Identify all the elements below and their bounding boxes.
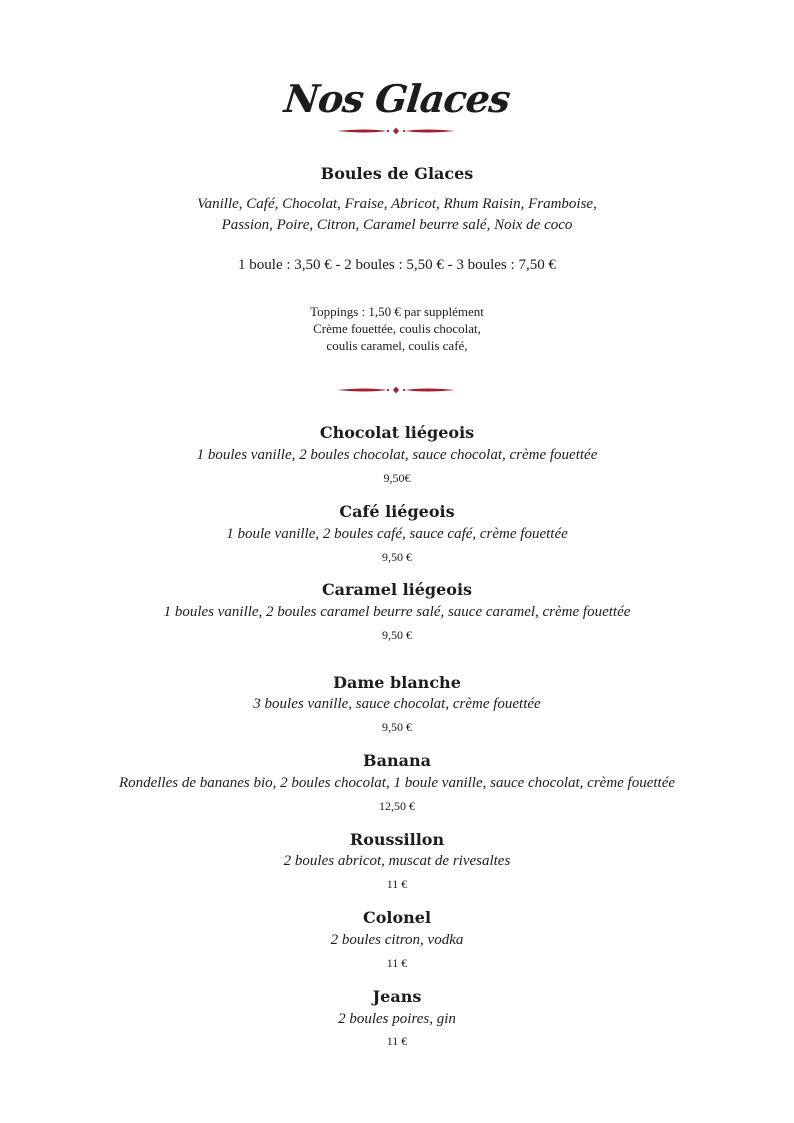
- dessert-price: 12,50 €: [379, 799, 415, 813]
- dessert-price: 9,50€: [383, 471, 411, 485]
- dessert-description: 2 boules poires, gin: [338, 1011, 456, 1027]
- dessert-name: Banana: [363, 751, 431, 770]
- dessert-description: 1 boule vanille, 2 boules café, sauce café, crème fouettée: [226, 526, 568, 542]
- dessert-description: 1 boules vanille, 2 boules caramel beurre salé, sauce caramel, crème fouettée: [163, 604, 631, 620]
- dessert-name: Roussillon: [349, 830, 445, 849]
- dessert-description: 3 boules vanille, sauce chocolat, crème fouettée: [253, 696, 541, 712]
- dessert-name: Dame blanche: [333, 673, 461, 692]
- dessert-price: 9,50 €: [382, 720, 412, 734]
- flavors-line-2: Passion, Poire, Citron, Caramel beurre salé, Noix de coco: [221, 217, 573, 233]
- dessert-description: 1 boules vanille, 2 boules chocolat, sauce chocolat, crème fouettée: [196, 447, 598, 463]
- scoop-prices: 1 boule : 3,50 € - 2 boules : 5,50 € - 3 boules : 7,50 €: [238, 257, 556, 273]
- dessert-price: 11 €: [386, 877, 408, 891]
- dessert-name: Chocolat liégeois: [319, 423, 475, 442]
- dessert-name: Jeans: [372, 987, 422, 1006]
- ornament-divider: [337, 385, 455, 395]
- toppings-line-3: coulis caramel, coulis café,: [326, 338, 468, 353]
- dessert-name: Caramel liégeois: [321, 580, 473, 599]
- dessert-price: 9,50 €: [382, 628, 412, 642]
- dessert-price: 11 €: [386, 1034, 408, 1048]
- dessert-description: Rondelles de bananes bio, 2 boules chocolat, 1 boule vanille, sauce chocolat, crème fouettée: [118, 775, 676, 791]
- dessert-price: 9,50 €: [382, 550, 412, 564]
- ornament-divider: [337, 126, 455, 136]
- dessert-name: Colonel: [362, 908, 432, 927]
- scoops-heading: Boules de Glaces: [320, 164, 474, 183]
- dessert-description: 2 boules abricot, muscat de rivesaltes: [283, 853, 511, 869]
- dessert-name: Café liégeois: [339, 502, 455, 521]
- toppings-line-2: Crème fouettée, coulis chocolat,: [313, 321, 481, 336]
- toppings-line-1: Toppings : 1,50 € par supplément: [310, 304, 484, 319]
- dessert-description: 2 boules citron, vodka: [330, 932, 464, 948]
- dessert-price: 11 €: [386, 956, 408, 970]
- flavors-line-1: Vanille, Café, Chocolat, Fraise, Abricot, Rhum Raisin, Framboise,: [197, 196, 597, 212]
- page-title: Nos Glaces: [282, 76, 512, 121]
